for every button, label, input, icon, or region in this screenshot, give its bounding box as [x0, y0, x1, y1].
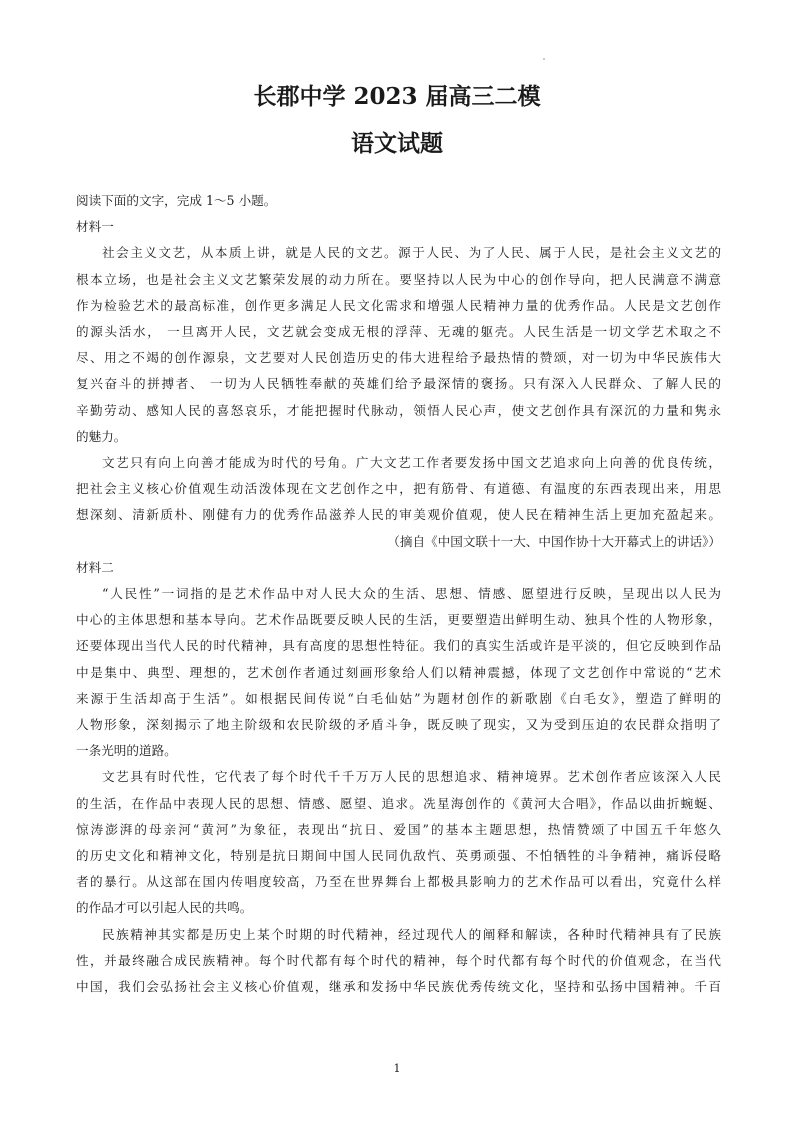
text-line: 中国，我们会弘扬社会主义核心价值观，继承和发扬中华民族优秀传统文化，坚持和弘扬中国精神。千百 [76, 979, 721, 995]
text-line: 文艺只有向上向善才能成为时代的号角。广大文艺工作者要发扬中国文艺追求向上向善的优良传统， [102, 455, 721, 471]
reading-instruction: 阅读下面的文字，完成 1～5 小题。 [76, 193, 277, 208]
material-one-paragraph-2 [76, 450, 721, 529]
text-line: “人民性”一词指的是艺术作品中对人民大众的生活、思想、情感、愿望进行反映，呈现出以人民为 [102, 586, 721, 602]
text-line: 作为检验艺术的最高标准，创作更多满足人民文化需求和增强人民精神力量的优秀作品。人民是文艺创作 [76, 297, 721, 313]
text-line: 尽、用之不竭的创作源泉，文艺要对人民创造历史的伟大进程给予最热情的赞颂，对一切为中华民族伟大 [76, 350, 721, 366]
scan-speck [543, 58, 545, 60]
text-line: 辛勤劳动、感知人民的喜怒哀乐，才能把握时代脉动，领悟人民心声，使文艺创作具有深沉的力量和隽永 [76, 402, 721, 418]
text-line: 性，并最终融合成民族精神。每个时代都有每个时代的精神，每个时代都有每个时代的价值观念，在当代 [76, 952, 721, 968]
text-line: 惊涛澎湃的母亲河“黄河”为象征，表现出“抗日、爱国”的基本主题思想，热情赞颂了中国五千年悠久 [76, 821, 721, 837]
text-line: 的魅力。 [76, 428, 127, 444]
page-number: 1 [393, 1062, 401, 1075]
text-line: 的作品才可以引起人民的共鸣。 [76, 900, 253, 916]
material-two-label: 材料二 [76, 559, 114, 575]
material-two-paragraph-3 [76, 922, 721, 1001]
material-one-label: 材料一 [76, 219, 114, 235]
exam-title: 长郡中学 2023 届高三二模 [253, 83, 541, 110]
material-two-paragraph-2 [76, 764, 721, 921]
text-line: 中是集中、典型、理想的，艺术创作者通过刻画形象给人们以精神震撼，体现了文艺创作中常说的“艺术 [76, 664, 721, 680]
material-one-source: （摘自《中国文联十一大、中国作协十大开幕式上的讲话》） [387, 533, 721, 549]
text-line: 的生活，在作品中表现人民的思想、情感、愿望、追求。冼星海创作的《黄河大合唱》，作品以曲折蜿蜒、 [76, 795, 721, 811]
text-line: 民族精神其实都是历史上某个时期的时代精神，经过现代人的阐释和解读，各种时代精神具有了民族 [102, 926, 721, 942]
text-line: 者的暴行。从这部在国内传唱度较高，乃至在世界舞台上都极具影响力的艺术作品可以看出，究竟什么样 [76, 874, 721, 890]
text-line: 社会主义文艺，从本质上讲，就是人民的文艺。源于人民、为了人民、属于人民，是社会主义文艺的 [102, 245, 721, 261]
text-line: 来源于生活却高于生活”。如根据民间传说“白毛仙姑”为题材创作的新歌剧《白毛女》，塑造了鲜明的 [76, 690, 721, 706]
material-one-paragraph-1 [76, 240, 721, 450]
text-line: 想深刻、清新质朴、刚健有力的优秀作品滋养人民的审美观价值观，使人民在精神生活上更加充盈起来。 [76, 507, 721, 523]
document-body [76, 188, 721, 1000]
text-line: 一条光明的道路。 [76, 743, 177, 759]
text-line: 根本立场，也是社会主义文艺繁荣发展的动力所在。要坚持以人民为中心的创作导向，把人民满意不满意 [76, 271, 721, 287]
text-line: 的源头活水， 一旦离开人民，文艺就会变成无根的浮萍、无魂的躯壳。人民生活是一切文学艺术取之不 [76, 324, 721, 340]
text-line: 文艺具有时代性，它代表了每个时代千千万万人民的思想追求、精神境界。艺术创作者应该深入人民 [102, 769, 721, 785]
text-line: 中心的主体思想和基本导向。艺术作品既要反映人民的生活，更要塑造出鲜明生动、独具个性的人物形象， [76, 612, 721, 628]
text-line: 还要体现出当代人民的时代精神，具有高度的思想性特征。我们的真实生活或许是平淡的，但它反映到作品 [76, 638, 721, 654]
text-line: 复兴奋斗的拼搏者、 一切为人民牺牲奉献的英雄们给予最深情的褒扬。只有深入人民群众、了解人民的 [76, 376, 721, 392]
text-line: 的历史文化和精神文化，特别是抗日期间中国人民同仇敌忾、英勇顽强、不怕牺牲的斗争精神，痛诉侵略 [76, 848, 721, 864]
material-two-paragraph-1 [76, 581, 721, 764]
exam-subtitle: 语文试题 [351, 130, 443, 157]
text-line: 人物形象，深刻揭示了地主阶级和农民阶级的矛盾斗争，既反映了现实，又为受到压迫的农民群众指明了 [76, 717, 721, 733]
text-line: 把社会主义核心价值观生动活泼体现在文艺创作之中，把有筋骨、有道德、有温度的东西表现出来，用思 [76, 481, 721, 497]
